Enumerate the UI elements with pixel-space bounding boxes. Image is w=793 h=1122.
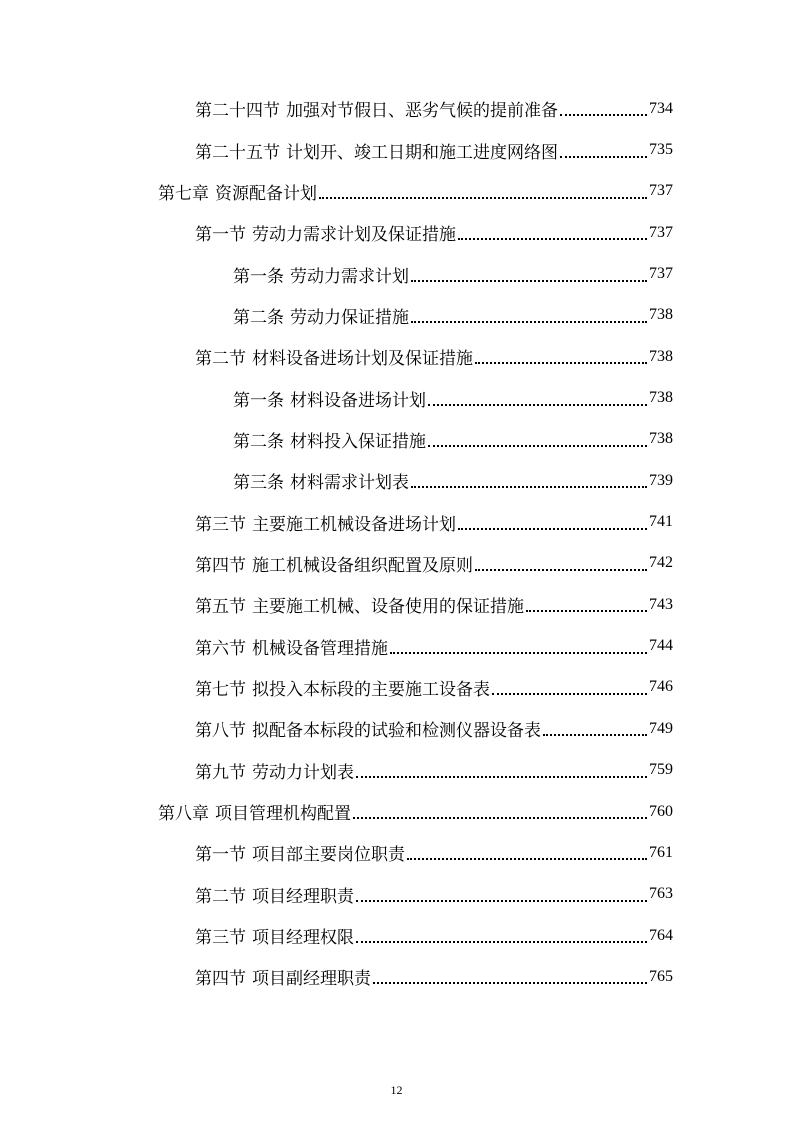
- toc-entry-number: 第二十四节: [195, 101, 280, 122]
- toc-dot-leader: [356, 899, 647, 902]
- toc-entry-title: 加强对节假日、恶劣气候的提前准备: [286, 101, 558, 122]
- toc-entry-page: 744: [649, 637, 673, 655]
- toc-entry-page: 735: [649, 141, 673, 159]
- toc-entry-page: 763: [649, 885, 673, 903]
- toc-entry-section[interactable]: [0, 625, 793, 666]
- toc-entry-page: 734: [649, 99, 673, 117]
- toc-entry-chapter[interactable]: [0, 171, 793, 212]
- toc-entry-page: 746: [649, 678, 673, 696]
- toc-entry-page: 738: [649, 306, 673, 324]
- toc-dot-leader: [458, 237, 647, 240]
- toc-dot-leader: [411, 320, 647, 323]
- toc-entry-section[interactable]: [0, 956, 793, 997]
- toc-entry-article[interactable]: [0, 377, 793, 418]
- toc-dot-leader: [428, 403, 647, 406]
- toc-entry-title: 项目经理职责: [252, 886, 354, 907]
- toc-entry-title: 项目部主要岗位职责: [252, 845, 405, 866]
- toc-entry-article[interactable]: [0, 295, 793, 336]
- toc-entry-number: 第八节: [195, 721, 246, 742]
- toc-entry-number: 第二条: [233, 307, 284, 328]
- toc-dot-leader: [373, 981, 647, 984]
- toc-entry-page: 737: [649, 223, 673, 241]
- toc-entry-title: 拟投入本标段的主要施工设备表: [252, 679, 490, 700]
- toc-entry-number: 第一节: [195, 225, 246, 246]
- toc-dot-leader: [543, 733, 647, 736]
- toc-entry-page: 741: [649, 513, 673, 531]
- toc-dot-leader: [475, 361, 647, 364]
- toc-entry-article[interactable]: [0, 460, 793, 501]
- toc-entry-article[interactable]: [0, 253, 793, 294]
- toc-entry-page: 759: [649, 761, 673, 779]
- toc-entry-title: 资源配备计划: [215, 183, 317, 204]
- toc-dot-leader: [458, 527, 647, 530]
- toc-entry-number: 第八章: [158, 804, 209, 825]
- toc-dot-leader: [356, 940, 647, 943]
- toc-entry-page: 765: [649, 967, 673, 985]
- toc-entry-title: 计划开、竣工日期和施工进度网络图: [286, 142, 558, 163]
- toc-entry-number: 第五节: [195, 597, 246, 618]
- toc-entry-title: 施工机械设备组织配置及原则: [252, 555, 473, 576]
- toc-dot-leader: [475, 568, 647, 571]
- toc-entry-page: 764: [649, 926, 673, 944]
- toc-dot-leader: [411, 279, 647, 282]
- toc-entry-section[interactable]: [0, 212, 793, 253]
- toc-entry-title: 劳动力需求计划: [290, 266, 409, 287]
- toc-entry-page: 749: [649, 719, 673, 737]
- toc-dot-leader: [390, 651, 647, 654]
- toc-entry-title: 材料设备进场计划: [290, 390, 426, 411]
- toc-entry-number: 第二条: [233, 431, 284, 452]
- toc-entry-number: 第六节: [195, 638, 246, 659]
- toc-dot-leader: [319, 196, 647, 199]
- toc-entry-page: 742: [649, 554, 673, 572]
- toc-entry-section[interactable]: [0, 501, 793, 542]
- toc-entry-section[interactable]: [0, 832, 793, 873]
- toc-entry-number: 第七节: [195, 679, 246, 700]
- toc-entry-section[interactable]: [0, 543, 793, 584]
- table-of-contents: [0, 88, 793, 998]
- toc-entry-section[interactable]: [0, 708, 793, 749]
- toc-entry-section[interactable]: [0, 129, 793, 170]
- toc-entry-number: 第四节: [195, 555, 246, 576]
- toc-entry-article[interactable]: [0, 419, 793, 460]
- toc-entry-number: 第二节: [195, 886, 246, 907]
- toc-entry-title: 主要施工机械设备进场计划: [252, 514, 456, 535]
- toc-dot-leader: [526, 609, 647, 612]
- toc-entry-chapter[interactable]: [0, 791, 793, 832]
- toc-dot-leader: [560, 155, 647, 158]
- toc-entry-title: 项目经理权限: [252, 928, 354, 949]
- toc-entry-number: 第三节: [195, 928, 246, 949]
- toc-entry-title: 项目副经理职责: [252, 969, 371, 990]
- toc-entry-section[interactable]: [0, 915, 793, 956]
- toc-entry-number: 第二节: [195, 349, 246, 370]
- toc-entry-section[interactable]: [0, 750, 793, 791]
- toc-entry-title: 项目管理机构配置: [215, 804, 351, 825]
- toc-entry-title: 机械设备管理措施: [252, 638, 388, 659]
- toc-dot-leader: [356, 775, 647, 778]
- toc-dot-leader: [492, 692, 647, 695]
- toc-entry-title: 主要施工机械、设备使用的保证措施: [252, 597, 524, 618]
- toc-entry-page: 738: [649, 389, 673, 407]
- toc-entry-title: 材料投入保证措施: [290, 431, 426, 452]
- toc-entry-number: 第一节: [195, 845, 246, 866]
- toc-dot-leader: [560, 113, 647, 116]
- toc-entry-section[interactable]: [0, 88, 793, 129]
- toc-entry-number: 第一条: [233, 390, 284, 411]
- toc-entry-title: 劳动力保证措施: [290, 307, 409, 328]
- toc-entry-title: 劳动力需求计划及保证措施: [252, 225, 456, 246]
- toc-entry-number: 第一条: [233, 266, 284, 287]
- page-number: 12: [390, 1083, 403, 1097]
- toc-dot-leader: [353, 816, 647, 819]
- toc-dot-leader: [411, 485, 647, 488]
- toc-entry-section[interactable]: [0, 874, 793, 915]
- toc-entry-number: 第四节: [195, 969, 246, 990]
- toc-entry-number: 第三条: [233, 473, 284, 494]
- toc-entry-page: 739: [649, 471, 673, 489]
- toc-entry-page: 738: [649, 347, 673, 365]
- toc-entry-title: 材料设备进场计划及保证措施: [252, 349, 473, 370]
- toc-entry-title: 拟配备本标段的试验和检测仪器设备表: [252, 721, 541, 742]
- toc-entry-title: 劳动力计划表: [252, 762, 354, 783]
- toc-entry-section[interactable]: [0, 584, 793, 625]
- toc-entry-page: 737: [649, 265, 673, 283]
- toc-entry-number: 第三节: [195, 514, 246, 535]
- toc-entry-title: 材料需求计划表: [290, 473, 409, 494]
- toc-dot-leader: [407, 857, 647, 860]
- toc-entry-section[interactable]: [0, 667, 793, 708]
- toc-entry-page: 738: [649, 430, 673, 448]
- toc-entry-number: 第九节: [195, 762, 246, 783]
- toc-entry-number: 第二十五节: [195, 142, 280, 163]
- toc-dot-leader: [428, 444, 647, 447]
- toc-entry-page: 760: [649, 802, 673, 820]
- toc-entry-number: 第七章: [158, 183, 209, 204]
- toc-entry-page: 743: [649, 595, 673, 613]
- toc-entry-page: 737: [649, 182, 673, 200]
- toc-entry-section[interactable]: [0, 336, 793, 377]
- toc-entry-page: 761: [649, 843, 673, 861]
